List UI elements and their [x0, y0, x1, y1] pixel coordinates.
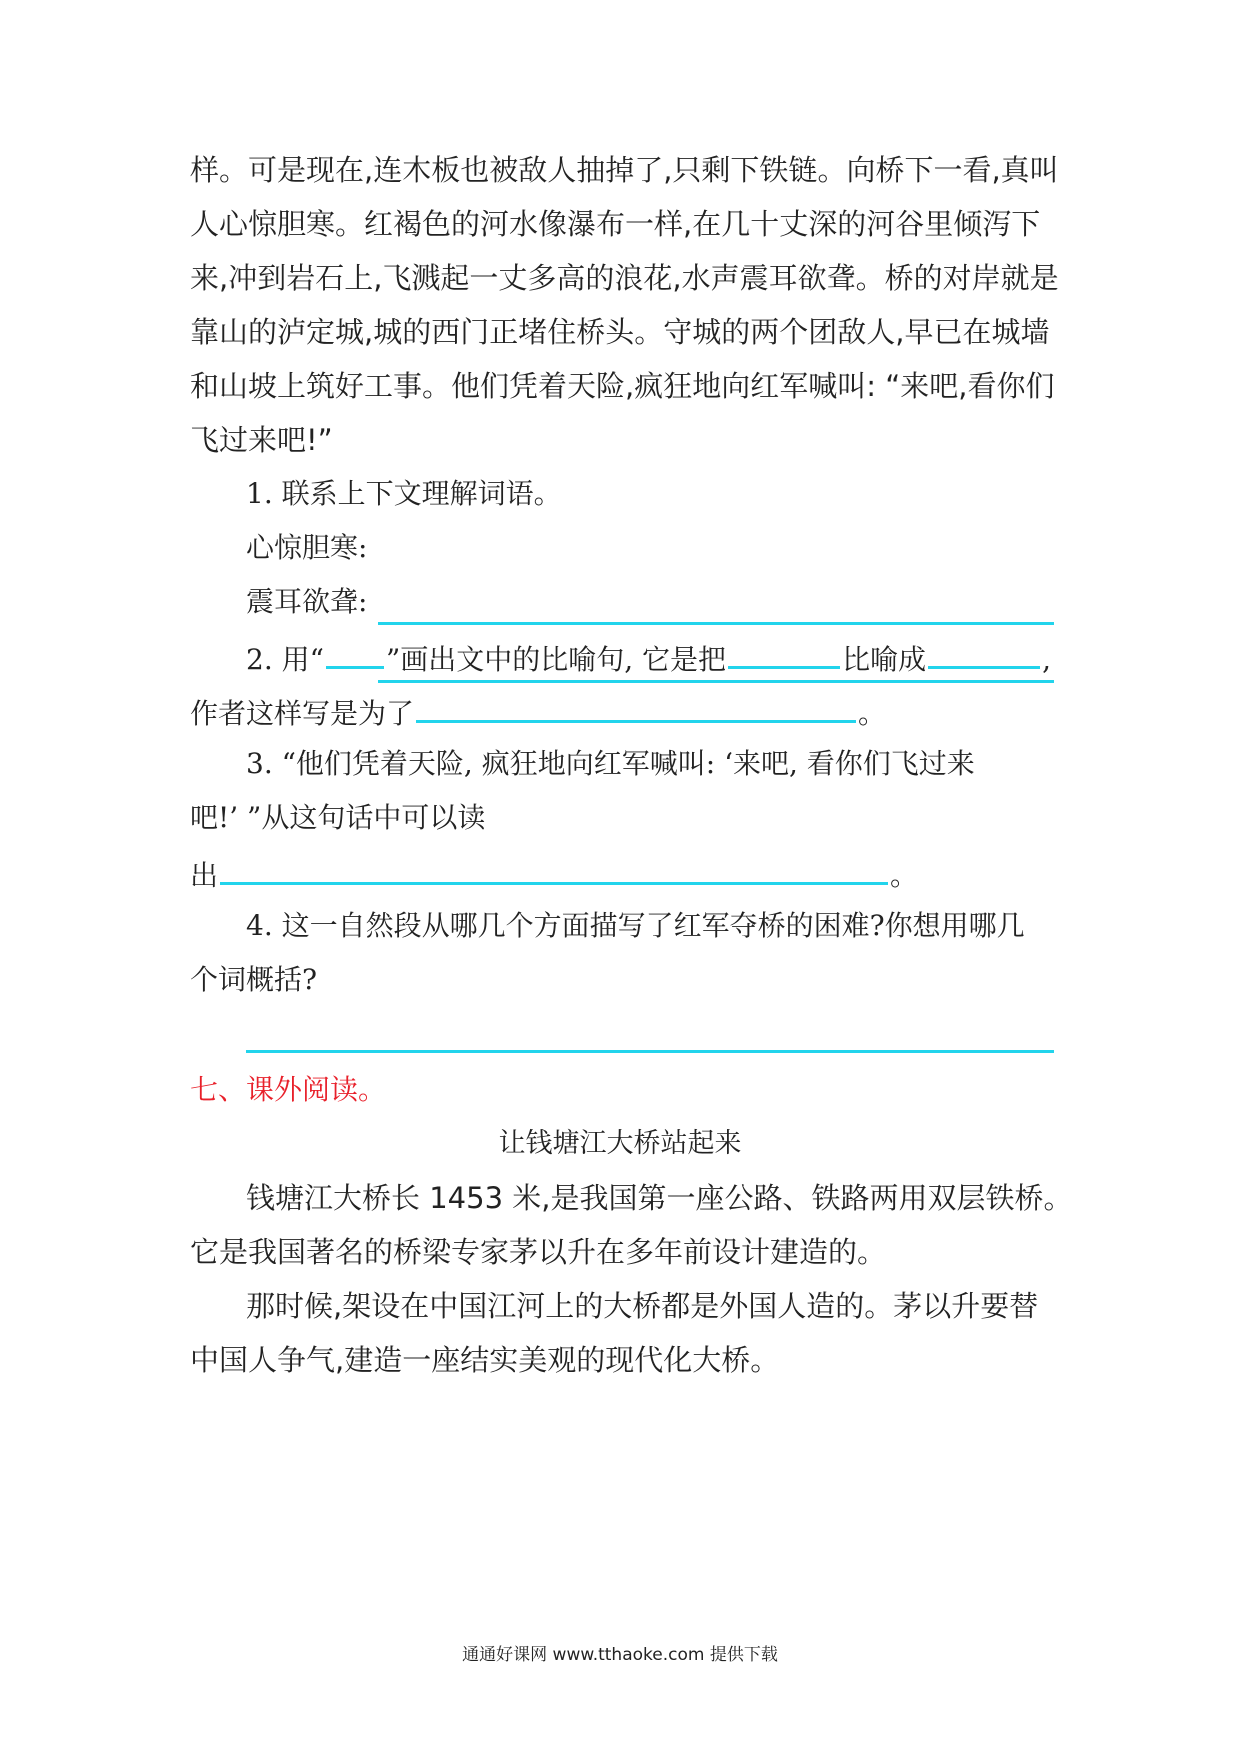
- answer-line-word-2[interactable]: [378, 680, 1054, 683]
- question-1-word-2: 震耳欲聋:: [246, 585, 368, 618]
- passage-line-1: 样。可是现在,连木板也被敌人抽掉了,只剩下铁链。向桥下一看,真叫: [190, 153, 1059, 187]
- question-1: 1. 联系上下文理解词语。: [246, 477, 562, 510]
- purpose-answer-blank[interactable]: [416, 696, 856, 723]
- question-4-answer-line[interactable]: [246, 1050, 1054, 1053]
- question-3-answer-blank[interactable]: [220, 858, 888, 885]
- reading-title: 让钱塘江大桥站起来: [498, 1128, 742, 1159]
- question-3-line-2: 吧!’ ”从这句话中可以读: [190, 801, 486, 834]
- reading-para-1-line-2: 它是我国著名的桥梁专家茅以升在多年前设计建造的。: [190, 1235, 887, 1269]
- question-4-line-2: 个词概括?: [190, 963, 318, 996]
- page-footer: 通通好课网 www.tthaoke.com 提供下载: [462, 1645, 778, 1665]
- question-1-word-1: 心惊胆寒:: [246, 531, 368, 564]
- question-2-text-c: 比喻成: [842, 643, 927, 676]
- question-3-line-3: [190, 858, 1070, 890]
- passage-line-2: 人心惊胆寒。红褐色的河水像瀑布一样,在几十丈深的河谷里倾泻下: [190, 207, 1041, 241]
- question-2-text-d: ,: [1042, 643, 1051, 676]
- question-3-line-1: 3. “他们凭着天险, 疯狂地向红军喊叫: ‘来吧, 看你们飞过来: [246, 747, 975, 780]
- question-2-line-2: [190, 696, 1070, 728]
- section-7-heading: 七、课外阅读。: [190, 1073, 387, 1106]
- question-3-answer-prefix: 出: [190, 859, 219, 892]
- passage-line-4: 靠山的泸定城,城的西门正堵住桥头。守城的两个团敌人,早已在城墙: [190, 315, 1050, 349]
- metaphor-object-blank[interactable]: [928, 642, 1040, 669]
- metaphor-subject-blank[interactable]: [728, 642, 840, 669]
- question-2-text-a: 2. 用“: [246, 643, 324, 676]
- question-3-answer-suffix: 。: [890, 859, 919, 892]
- reading-para-1-line-1: 钱塘江大桥长 1453 米,是我国第一座公路、铁路两用双层铁桥。: [246, 1181, 1073, 1215]
- underline-sample-blank[interactable]: [326, 642, 384, 669]
- passage-line-5: 和山坡上筑好工事。他们凭着天险,疯狂地向红军喊叫: “来吧,看你们: [190, 369, 1055, 403]
- question-2-purpose-prefix: 作者这样写是为了: [190, 697, 415, 730]
- passage-line-6: 飞过来吧!”: [190, 423, 333, 457]
- question-2-text-b: ”画出文中的比喻句, 它是把: [385, 643, 727, 676]
- question-2-line-1: [246, 642, 1126, 674]
- question-2-purpose-suffix: 。: [858, 697, 887, 730]
- reading-para-2-line-1: 那时候,架设在中国江河上的大桥都是外国人造的。茅以升要替: [246, 1289, 1039, 1323]
- passage-line-3: 来,冲到岩石上,飞溅起一丈多高的浪花,水声震耳欲聋。桥的对岸就是: [190, 261, 1059, 295]
- question-4-line-1: 4. 这一自然段从哪几个方面描写了红军夺桥的困难?你想用哪几: [246, 909, 1025, 942]
- reading-para-2-line-2: 中国人争气,建造一座结实美观的现代化大桥。: [190, 1343, 780, 1377]
- answer-line-word-1[interactable]: [378, 622, 1054, 625]
